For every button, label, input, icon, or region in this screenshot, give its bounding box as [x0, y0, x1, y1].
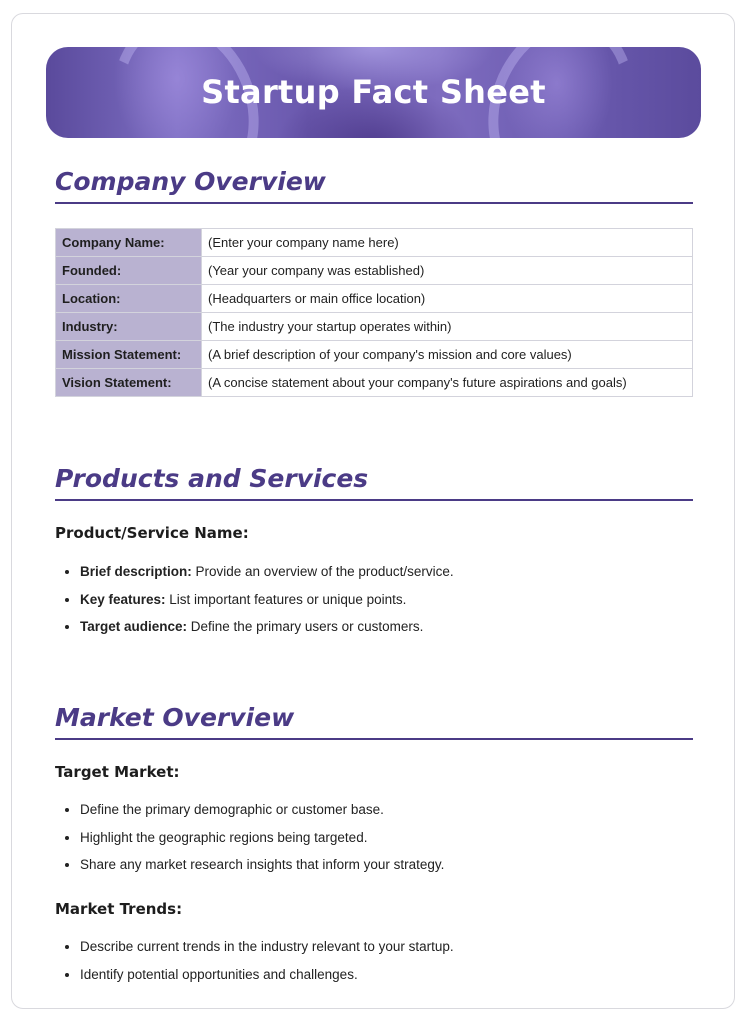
table-row: [56, 369, 693, 397]
row-label: Company Name:: [56, 229, 202, 257]
row-value: (Year your company was established): [202, 257, 693, 285]
row-value: (A brief description of your company's mission and core values): [202, 341, 693, 369]
row-label: Industry:: [56, 313, 202, 341]
bullet-term: Target audience:: [80, 619, 188, 634]
row-value: (Enter your company name here): [202, 229, 693, 257]
product-name-heading: Product/Service Name:: [55, 524, 249, 542]
table-row: [56, 341, 693, 369]
product-bullet-list: [55, 562, 454, 645]
target-market-list: [55, 800, 444, 883]
list-item: • Highlight the geographic regions being targeted.: [80, 828, 444, 856]
table-row: [56, 257, 693, 285]
list-item: [80, 590, 454, 618]
bullet-term: Brief description:: [80, 564, 192, 579]
list-item: • Define the primary demographic or customer base.: [80, 800, 444, 828]
row-label: Location:: [56, 285, 202, 313]
list-item: • Describe current trends in the industry relevant to your startup.: [80, 937, 454, 965]
document-title: Startup Fact Sheet: [201, 73, 546, 111]
section-title-products-services: Products and Services: [55, 463, 693, 501]
row-label: Mission Statement:: [56, 341, 202, 369]
table-row: [56, 229, 693, 257]
section-title-market-overview: Market Overview: [55, 702, 693, 740]
row-value: (A concise statement about your company's future aspirations and goals): [202, 369, 693, 397]
list-item: • Share any market research insights that inform your strategy.: [80, 855, 444, 883]
section-title-company-overview: Company Overview: [55, 166, 693, 204]
row-label: Founded:: [56, 257, 202, 285]
header-banner: [46, 47, 701, 138]
list-item: • Identify potential opportunities and challenges.: [80, 965, 454, 993]
bullet-text: Provide an overview of the product/service.: [191, 564, 454, 579]
target-market-heading: Target Market:: [55, 763, 180, 781]
list-item: [80, 562, 454, 590]
bullet-term: Key features:: [80, 591, 166, 607]
table-row: [56, 285, 693, 313]
company-overview-table: [55, 228, 693, 397]
market-trends-heading: Market Trends:: [55, 900, 183, 918]
row-value: (The industry your startup operates within): [202, 313, 693, 341]
row-value: (Headquarters or main office location): [202, 285, 693, 313]
bullet-text: List important features or unique points.: [165, 591, 407, 607]
document-page: [11, 13, 735, 1009]
market-trends-list: [55, 937, 454, 992]
table-row: [56, 313, 693, 341]
row-label: Vision Statement:: [56, 369, 202, 397]
bullet-text: Define the primary users or customers.: [187, 619, 424, 634]
list-item: [80, 617, 454, 645]
